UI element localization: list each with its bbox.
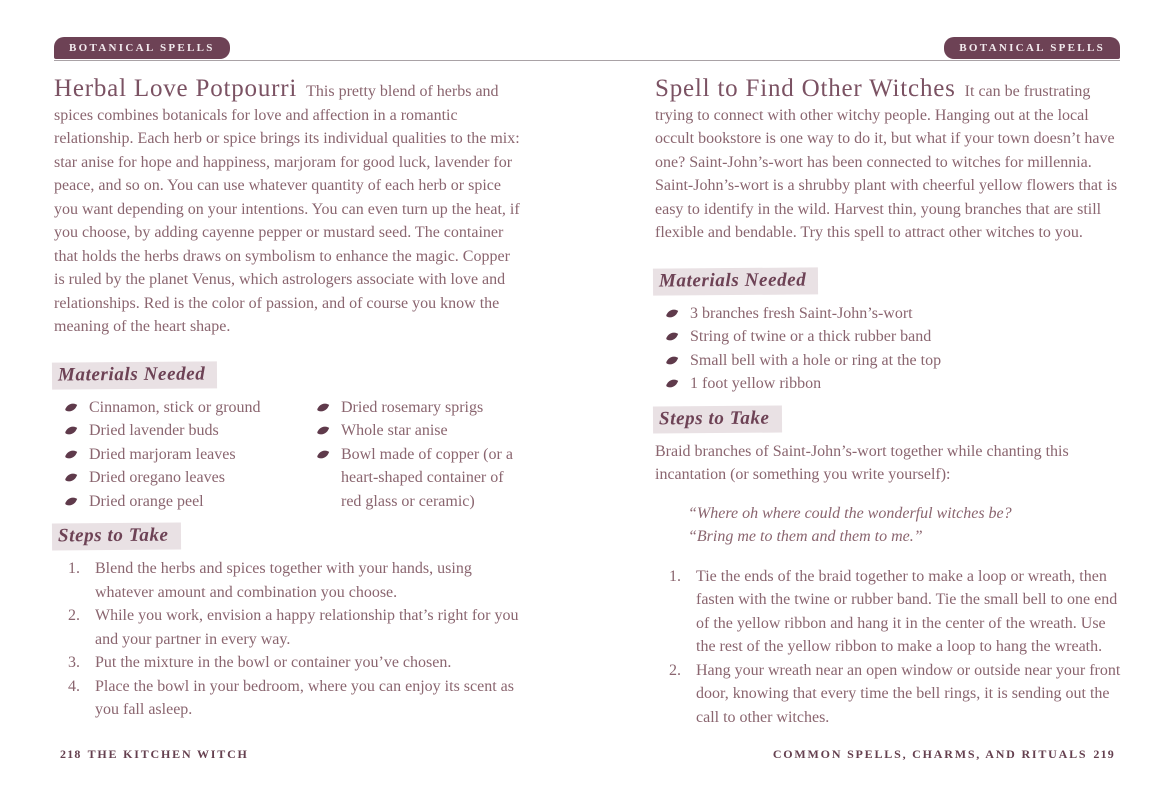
material-item-label: Dried oregano leaves — [89, 469, 225, 486]
incantation-line: “Where oh where could the wonderful witches be? — [688, 504, 1012, 522]
materials-columns — [54, 396, 522, 514]
material-item — [66, 396, 306, 420]
steps-heading-left: Steps to Take — [52, 523, 181, 551]
material-item — [66, 419, 306, 443]
material-item-label: Dried rosemary sprigs — [341, 398, 484, 416]
spell-intro-left: This pretty blend of herbs and spices combines botanicals for love and affection in a romantic relationship. Each herb or spice brings its individual qualities to the mix: star anise for hope and happiness, marjoram for good luck, lavender for peace, and so on. You can use whatever quantity of each herb or spice you want depending on your intentions. You can even turn up the heat, if you choose, by adding cayenne pepper or mustard seed. The container that holds the herbs draws on symbolism to enhance the magic. Copper is ruled by the planet Venus, which astrologers associate with love and relationships. Red is the color of passion, and of course you know the meaning of the heart shape. — [54, 83, 520, 335]
step-item-text: Put the mixture in the bowl or container you’ve chosen. — [95, 654, 452, 671]
material-item — [667, 302, 1125, 326]
leaf-bullet-icon — [666, 330, 678, 343]
chapter-tab-right: BOTANICAL SPELLS — [944, 37, 1120, 59]
material-item-label: String of twine or a thick rubber band — [690, 328, 932, 345]
step-item-text: While you work, envision a happy relationship that’s right for you and your partner in every way. — [95, 607, 519, 648]
step-item — [68, 557, 522, 604]
materials-heading-right: Materials Needed — [653, 267, 819, 295]
step-item-text: Blend the herbs and spices together with your hands, using whatever amount and combination you choose. — [95, 560, 472, 601]
step-item — [68, 651, 522, 675]
material-item — [318, 396, 522, 420]
incantation-line: “Bring me to them and them to me.” — [688, 528, 923, 545]
step-item-text: Place the bowl in your bedroom, where you can enjoy its scent as you fall asleep. — [95, 677, 514, 718]
material-item-label: Small bell with a hole or ring at the top — [690, 351, 942, 369]
leaf-bullet-icon — [666, 377, 678, 390]
material-item-label: Cinnamon, stick or ground — [89, 398, 261, 416]
running-title-right: COMMON SPELLS, CHARMS, AND RITUALS — [772, 747, 1088, 761]
leaf-bullet-icon — [666, 354, 678, 367]
running-title-left: THE KITCHEN WITCH — [87, 747, 249, 761]
material-item — [66, 466, 306, 490]
leaf-bullet-icon — [317, 424, 329, 437]
materials-list-col1 — [54, 396, 306, 514]
step-item-text: Hang your wreath near an open window or outside near your front door, knowing that every time the bell rings, it is sending out the call to other witches. — [696, 661, 1121, 726]
step-item-text: Tie the ends of the braid together to make a loop or wreath, then fasten with the twine or rubber band. Tie the small bell to one end of the yellow ribbon and hang it in the center of the wreath. Use the rest of the yellow ribbon to make a loop to hang the wreath. — [696, 567, 1118, 655]
leaf-bullet-icon — [317, 448, 329, 461]
material-item-label: 3 branches fresh Saint-John’s-wort — [690, 304, 913, 322]
material-item — [66, 443, 306, 467]
header-rule — [54, 60, 1120, 61]
spell-title-right: Spell to Find Other Witches — [655, 75, 956, 102]
page-number-right: 219 — [1093, 747, 1115, 761]
leaf-bullet-icon — [317, 401, 329, 414]
leaf-bullet-icon — [65, 448, 77, 461]
spell-intro-right: It can be frustrating trying to connect with other witchy people. Hanging out at the local occult bookstore is one way to do it, but what if your town doesn’t have one? Saint-John’s-wort has been connected to witches for millennia. Saint-John’s-wort is a shrubby plant with cheerful yellow flowers that is easy to identify in the wild. Harvest thin, young branches that are still flexible and bendable. Try this spell to attract other witches to you. — [655, 83, 1118, 241]
step-item — [68, 675, 522, 722]
material-item — [66, 490, 306, 514]
footer-left — [54, 747, 249, 762]
footer-right — [773, 747, 1121, 762]
leaf-bullet-icon — [65, 401, 77, 414]
leaf-bullet-icon — [65, 424, 77, 437]
leaf-bullet-icon — [666, 307, 678, 320]
steps-intro-right: Braid branches of Saint-John’s-wort together while chanting this incantation (or something you write yourself): — [655, 442, 1069, 483]
page-right — [655, 76, 1125, 729]
material-item-label: Bowl made of copper (or a heart-shaped container of red glass or ceramic) — [341, 445, 513, 510]
material-item — [318, 419, 522, 443]
step-item — [669, 565, 1125, 659]
steps-heading-right: Steps to Take — [653, 405, 782, 433]
material-item — [667, 325, 1125, 349]
leaf-bullet-icon — [65, 471, 77, 484]
spell-title-left: Herbal Love Potpourri — [54, 75, 298, 102]
materials-heading-left: Materials Needed — [52, 361, 218, 389]
page-left — [54, 76, 522, 722]
spell-lead-left — [54, 76, 522, 339]
material-item-label: Dried orange peel — [89, 492, 204, 510]
material-item-label: 1 foot yellow ribbon — [690, 375, 822, 392]
steps-list-left — [68, 557, 522, 722]
material-item-label: Dried lavender buds — [89, 422, 219, 439]
incantation-quote — [688, 502, 1125, 549]
material-item — [318, 443, 522, 514]
material-item-label: Dried marjoram leaves — [89, 445, 236, 463]
leaf-bullet-icon — [65, 495, 77, 508]
spell-lead-right — [655, 76, 1125, 245]
material-item — [667, 372, 1125, 396]
material-item-label: Whole star anise — [341, 422, 448, 439]
steps-list-right — [669, 565, 1125, 730]
materials-list-col2 — [306, 396, 522, 514]
chapter-tab-left: BOTANICAL SPELLS — [54, 37, 230, 59]
page-number-left: 218 — [60, 747, 82, 761]
materials-list-right — [655, 302, 1125, 396]
step-item — [68, 604, 522, 651]
material-item — [667, 349, 1125, 373]
step-item — [669, 659, 1125, 730]
